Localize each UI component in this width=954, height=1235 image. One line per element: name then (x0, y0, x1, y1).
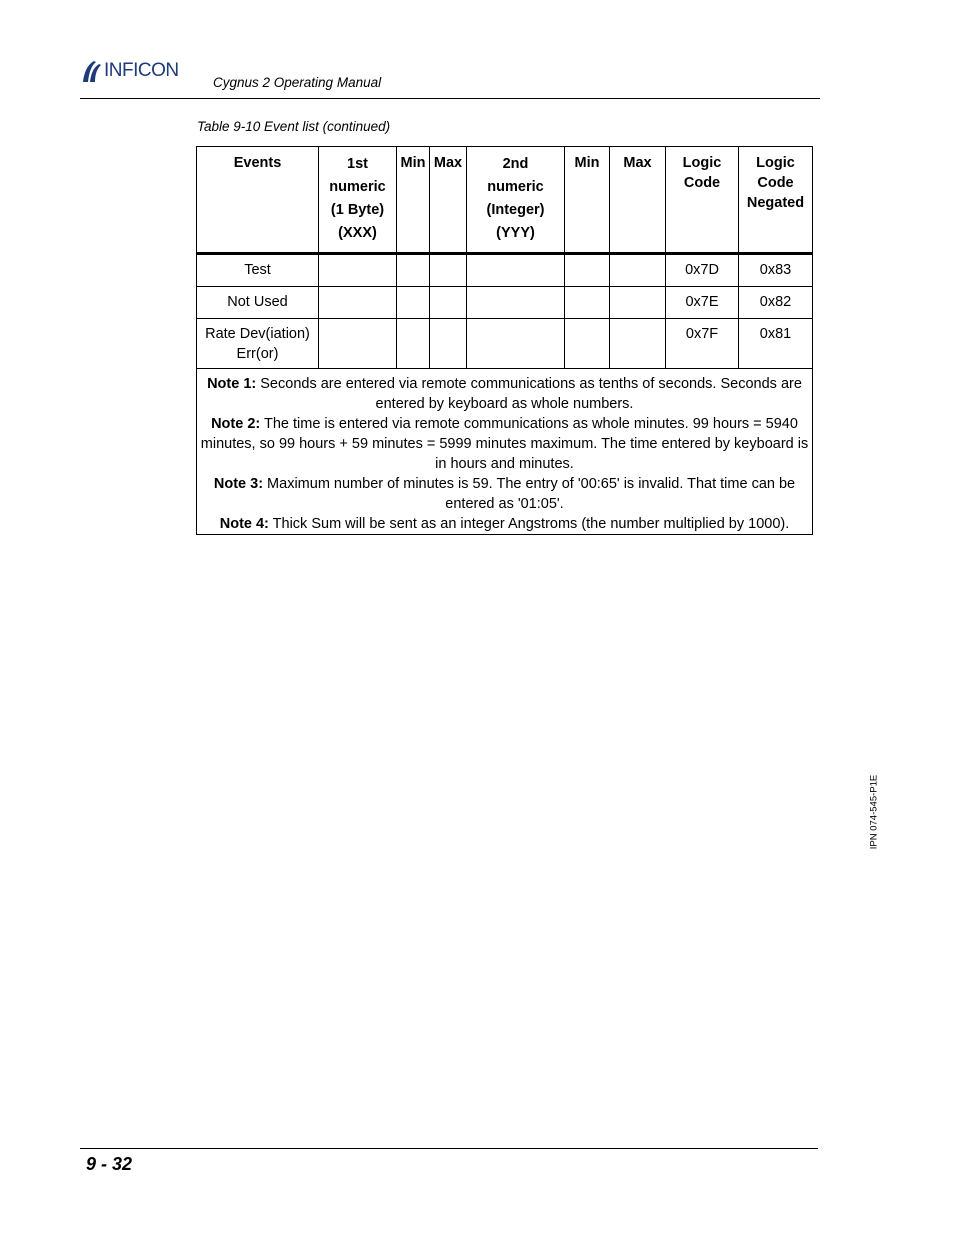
logic-code-negated-cell: 0x81 (739, 319, 813, 369)
event-cell: Rate Dev(iation) Err(or) (197, 319, 319, 369)
empty-cell (467, 254, 565, 287)
empty-cell (565, 254, 610, 287)
empty-cell (319, 254, 397, 287)
empty-cell (565, 319, 610, 369)
logic-code-cell: 0x7E (666, 287, 739, 319)
logic-code-cell: 0x7F (666, 319, 739, 369)
empty-cell (319, 287, 397, 319)
brand-name: INFICON (104, 60, 179, 81)
inficon-swoosh-icon (80, 59, 102, 83)
empty-cell (467, 287, 565, 319)
footer-divider (80, 1148, 818, 1149)
page-number: 9 - 32 (86, 1154, 133, 1174)
col-header-logic-code: Logic Code (666, 147, 739, 254)
empty-cell (430, 254, 467, 287)
event-list-table (196, 146, 813, 535)
note-4: Note 4: Thick Sum will be sent as an integer Angstroms (the number multiplied by 1000). (219, 516, 790, 532)
empty-cell (397, 254, 430, 287)
ipn-label: IPN 074-545-P1E (868, 774, 880, 850)
empty-cell (565, 287, 610, 319)
manual-title: Cygnus 2 Operating Manual (213, 75, 382, 90)
logic-code-cell: 0x7D (666, 254, 739, 287)
table-header-row (197, 147, 813, 254)
col-header-2nd-numeric: 2nd numeric (Integer) (YYY) (467, 147, 565, 254)
empty-cell (397, 319, 430, 369)
logic-code-negated-cell: 0x83 (739, 254, 813, 287)
col-header-max-1: Max (430, 147, 467, 254)
table-row (197, 254, 813, 287)
empty-cell (397, 287, 430, 319)
note-1: Note 1: Seconds are entered via remote communications as tenths of seconds. Seconds are entered by keyboard as whole numbers. (207, 376, 802, 412)
empty-cell (430, 287, 467, 319)
table-row (197, 319, 813, 369)
table-row (197, 287, 813, 319)
col-header-events: Events (197, 147, 319, 254)
event-cell: Test (197, 254, 319, 287)
notes-row (197, 369, 813, 535)
logic-code-negated-cell: 0x82 (739, 287, 813, 319)
note-2: Note 2: The time is entered via remote communications as whole minutes. 99 hours = 5940 minutes, so 99 hours + 59 minutes = 5999 minutes maximum. The time entered by keyboard is in hours and minutes. (200, 416, 809, 472)
col-header-max-2: Max (610, 147, 666, 254)
notes-cell (197, 369, 813, 535)
empty-cell (467, 319, 565, 369)
empty-cell (319, 319, 397, 369)
col-header-logic-code-negated: Logic Code Negated (739, 147, 813, 254)
empty-cell (610, 287, 666, 319)
header-divider (80, 98, 820, 99)
empty-cell (610, 254, 666, 287)
col-header-min-2: Min (565, 147, 610, 254)
note-3: Note 3: Maximum number of minutes is 59. The entry of '00:65' is invalid. That time can be entered as '01:05'. (213, 476, 796, 512)
table-caption: Table 9-10 Event list (continued) (197, 119, 391, 134)
empty-cell (610, 319, 666, 369)
col-header-min-1: Min (397, 147, 430, 254)
inficon-logo (80, 58, 179, 84)
event-cell: Not Used (197, 287, 319, 319)
empty-cell (430, 319, 467, 369)
col-header-1st-numeric: 1st numeric (1 Byte) (XXX) (319, 147, 397, 254)
